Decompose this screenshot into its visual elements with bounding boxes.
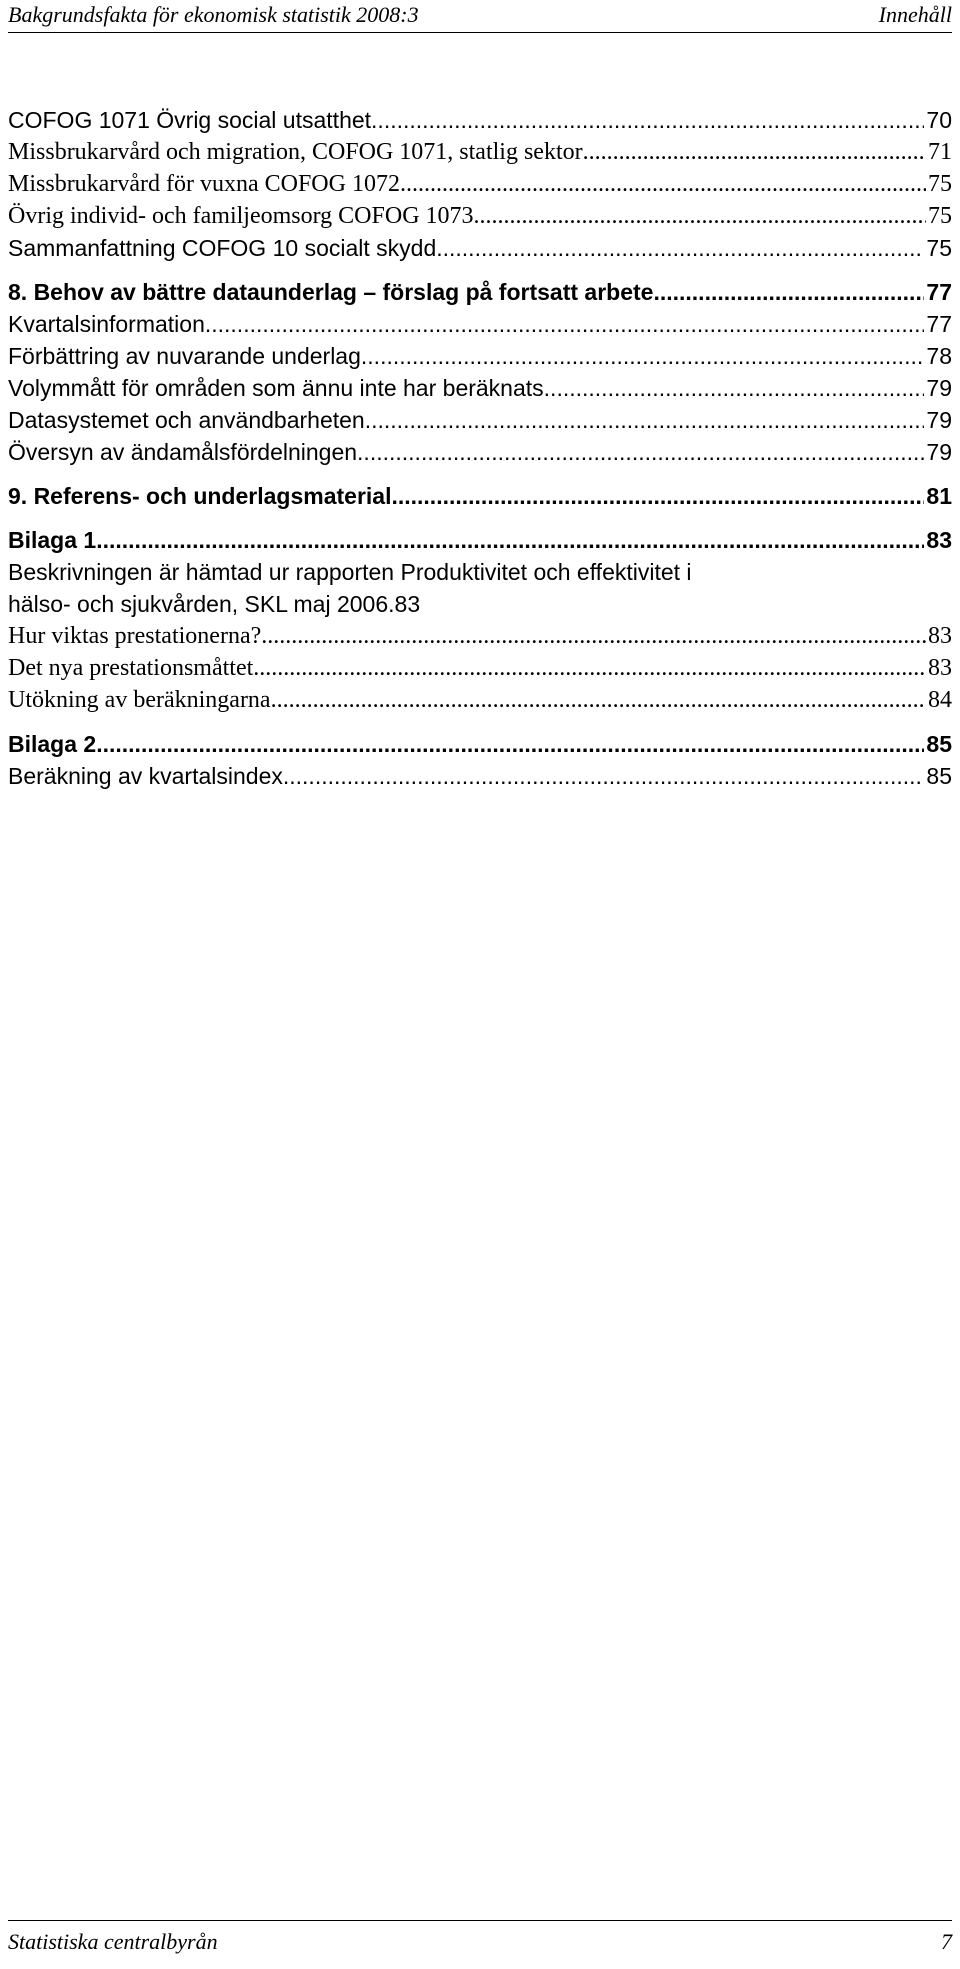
toc-entry-label: Övrig individ- och familjeomsorg COFOG 1073 — [8, 203, 474, 229]
toc-leader-dots — [583, 136, 926, 168]
footer-page-number: 7 — [941, 1929, 952, 1954]
toc-entry-page: 79 — [926, 439, 952, 465]
toc-leader-dots — [205, 308, 925, 340]
toc-entry-label: Sammanfattning COFOG 10 socialt skydd — [8, 235, 437, 261]
toc-leader-dots — [96, 728, 924, 760]
toc-entry-label: Översyn av ändamålsfördelningen — [8, 439, 358, 465]
footer-publisher: Statistiska centralbyrån — [8, 1929, 218, 1954]
toc-leader-dots — [544, 372, 925, 404]
page-header — [8, 2, 952, 33]
header-section-title: Innehåll — [878, 2, 952, 27]
toc-leader-dots — [261, 620, 926, 652]
toc-entry-label: Missbrukarvård för vuxna COFOG 1072 — [8, 171, 400, 197]
toc-entry-label: Missbrukarvård och migration, COFOG 1071, statlig sektor — [8, 139, 583, 165]
toc-entry-page: 83 — [928, 623, 952, 649]
toc-leader-dots — [436, 232, 924, 264]
toc-entry-label-line2: hälso- och sjukvården, SKL maj 2006. — [8, 591, 395, 617]
toc-entry-multiline[interactable] — [8, 556, 952, 620]
toc-entry-label: COFOG 1071 Övrig social utsatthet — [8, 107, 372, 133]
toc-leader-dots — [653, 276, 924, 308]
header-publication-title: Bakgrundsfakta för ekonomisk statistik 2008:3 — [8, 2, 419, 27]
toc-entry[interactable] — [8, 104, 952, 136]
toc-entry-page: 77 — [926, 311, 952, 337]
toc-leader-dots — [271, 684, 926, 716]
toc-entry[interactable] — [8, 340, 952, 372]
toc-entry-page: 84 — [928, 687, 952, 713]
toc-entry[interactable] — [8, 136, 952, 168]
toc-entry-label: Datasystemet och användbarheten — [8, 407, 365, 433]
toc-entry-page: 78 — [926, 343, 952, 369]
toc-entry-label-line1: Beskrivningen är hämtad ur rapporten Produktivitet och effektivitet i — [8, 559, 692, 585]
toc-leader-dots — [474, 200, 926, 232]
toc-entry-label: 8. Behov av bättre dataunderlag – förslag på fortsatt arbete — [8, 279, 654, 305]
toc-leader-dots — [400, 168, 926, 200]
toc-entry[interactable] — [8, 760, 952, 792]
toc-entry-page: 75 — [928, 171, 952, 197]
toc-entry-page: 81 — [926, 483, 952, 509]
toc-entry-label: Hur viktas prestationerna? — [8, 623, 262, 649]
toc-leader-dots — [361, 340, 925, 372]
toc-leader-dots — [371, 104, 924, 136]
table-of-contents — [8, 104, 952, 792]
toc-entry-page: 83 — [926, 527, 952, 553]
toc-chapter-entry[interactable] — [8, 524, 952, 556]
toc-entry-label: 9. Referens- och underlagsmaterial — [8, 483, 392, 509]
toc-chapter-entry[interactable] — [8, 276, 952, 308]
toc-entry[interactable] — [8, 200, 952, 232]
toc-entry-page: 85 — [926, 731, 952, 757]
toc-entry[interactable] — [8, 620, 952, 652]
toc-entry[interactable] — [8, 404, 952, 436]
toc-entry-label: Bilaga 2 — [8, 731, 97, 757]
toc-entry-page: 75 — [928, 203, 952, 229]
toc-entry[interactable] — [8, 684, 952, 716]
toc-entry-label: Volymmått för områden som ännu inte har beräknats — [8, 375, 544, 401]
toc-entry[interactable] — [8, 652, 952, 684]
toc-entry-page: 83 — [928, 655, 952, 681]
toc-entry[interactable] — [8, 372, 952, 404]
toc-entry-page: 77 — [926, 279, 952, 305]
toc-leader-dots — [391, 480, 924, 512]
toc-chapter-entry[interactable] — [8, 480, 952, 512]
toc-entry-label: Förbättring av nuvarande underlag — [8, 343, 361, 369]
toc-leader-dots — [365, 404, 925, 436]
toc-entry-label: Utökning av beräkningarna — [8, 687, 271, 713]
toc-entry-page: 85 — [926, 763, 952, 789]
toc-chapter-entry[interactable] — [8, 728, 952, 760]
toc-entry-page: 75 — [926, 235, 952, 261]
toc-entry-page: 79 — [926, 375, 952, 401]
toc-entry[interactable] — [8, 308, 952, 340]
toc-leader-dots — [253, 652, 926, 684]
toc-entry-page: 71 — [928, 139, 952, 165]
toc-entry-label: Det nya prestationsmåttet — [8, 655, 254, 681]
toc-leader-dots — [283, 760, 925, 792]
toc-entry-label: Kvartalsinformation — [8, 311, 205, 337]
toc-entry[interactable] — [8, 168, 952, 200]
page-footer — [8, 1920, 952, 1954]
toc-entry-page: 70 — [926, 107, 952, 133]
toc-entry-page: 83 — [394, 591, 421, 617]
toc-entry-label: Beräkning av kvartalsindex — [8, 763, 283, 789]
toc-entry-label: Bilaga 1 — [8, 527, 97, 553]
toc-leader-dots — [357, 436, 924, 468]
toc-entry[interactable] — [8, 436, 952, 468]
toc-entry-page: 79 — [926, 407, 952, 433]
toc-leader-dots — [96, 524, 924, 556]
toc-entry[interactable] — [8, 232, 952, 264]
